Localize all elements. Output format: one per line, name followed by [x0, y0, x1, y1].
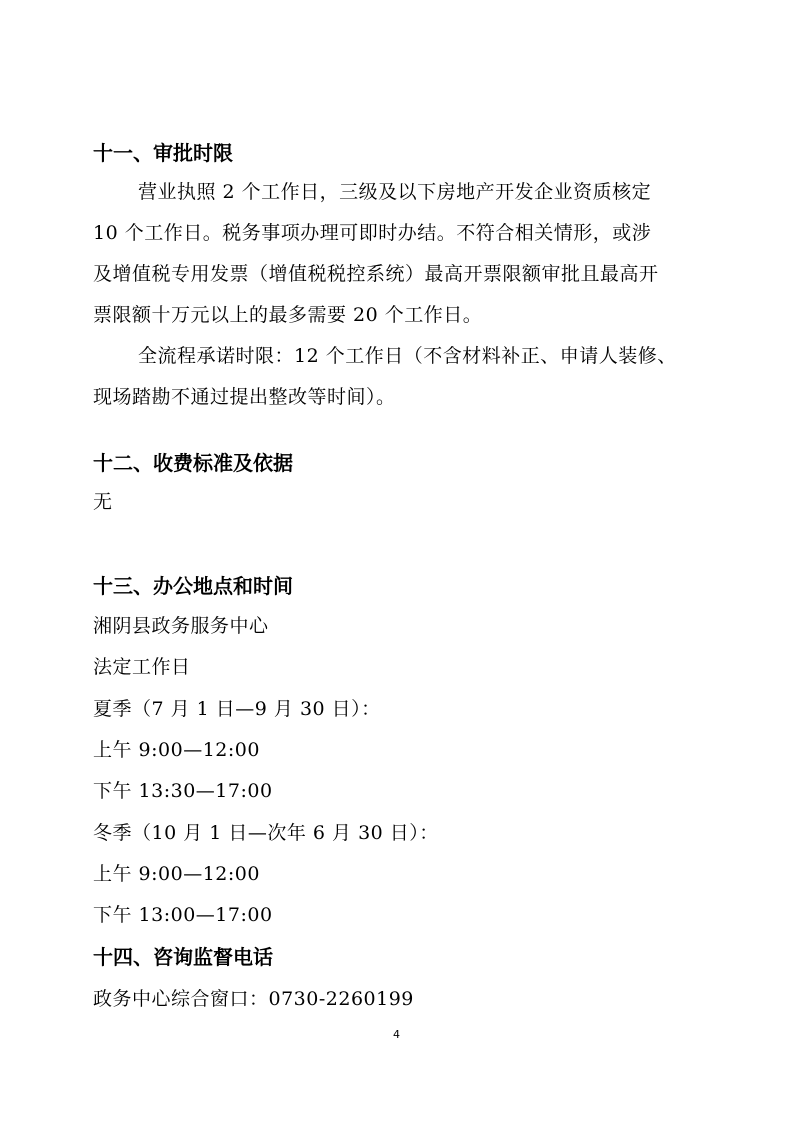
section-11-heading: 十一、审批时限: [93, 141, 233, 165]
section-13-heading: 十三、办公地点和时间: [93, 574, 293, 598]
section-12-heading: 十二、收费标准及依据: [93, 451, 293, 475]
section-11-para1-line2: 10 个工作日。税务事项办理可即时办结。不符合相关情形，或涉: [93, 222, 652, 244]
section-13-line4: 上午 9:00—12:00: [93, 739, 260, 761]
section-14-line1: 政务中心综合窗口：0730-2260199: [93, 988, 414, 1010]
section-12-line1: 无: [93, 491, 113, 513]
section-14-heading: 十四、咨询监督电话: [93, 945, 273, 969]
page-number: 4: [393, 1028, 400, 1041]
section-13-line5: 下午 13:30—17:00: [93, 780, 273, 802]
section-13-line7: 上午 9:00—12:00: [93, 863, 260, 885]
section-13-line6: 冬季（10 月 1 日—次年 6 月 30 日）：: [93, 822, 439, 844]
section-13-line2: 法定工作日: [93, 656, 191, 678]
section-11-para1-line3: 及增值税专用发票（增值税税控系统）最高开票限额审批且最高开: [93, 263, 659, 285]
section-11-para2-line1: 全流程承诺时限：12 个工作日（不含材料补正、申请人装修、: [138, 345, 677, 367]
section-11-para1-line4: 票限额十万元以上的最多需要 20 个工作日。: [93, 304, 483, 326]
section-13-line1: 湘阴县政务服务中心: [93, 615, 269, 637]
section-13-line8: 下午 13:00—17:00: [93, 904, 273, 926]
section-11-para1-line1: 营业执照 2 个工作日，三级及以下房地产开发企业资质核定: [138, 181, 652, 203]
section-11-para2-line2: 现场踏勘不通过提出整改等时间）。: [93, 386, 396, 408]
section-13-line3: 夏季（7 月 1 日—9 月 30 日）：: [93, 698, 381, 720]
